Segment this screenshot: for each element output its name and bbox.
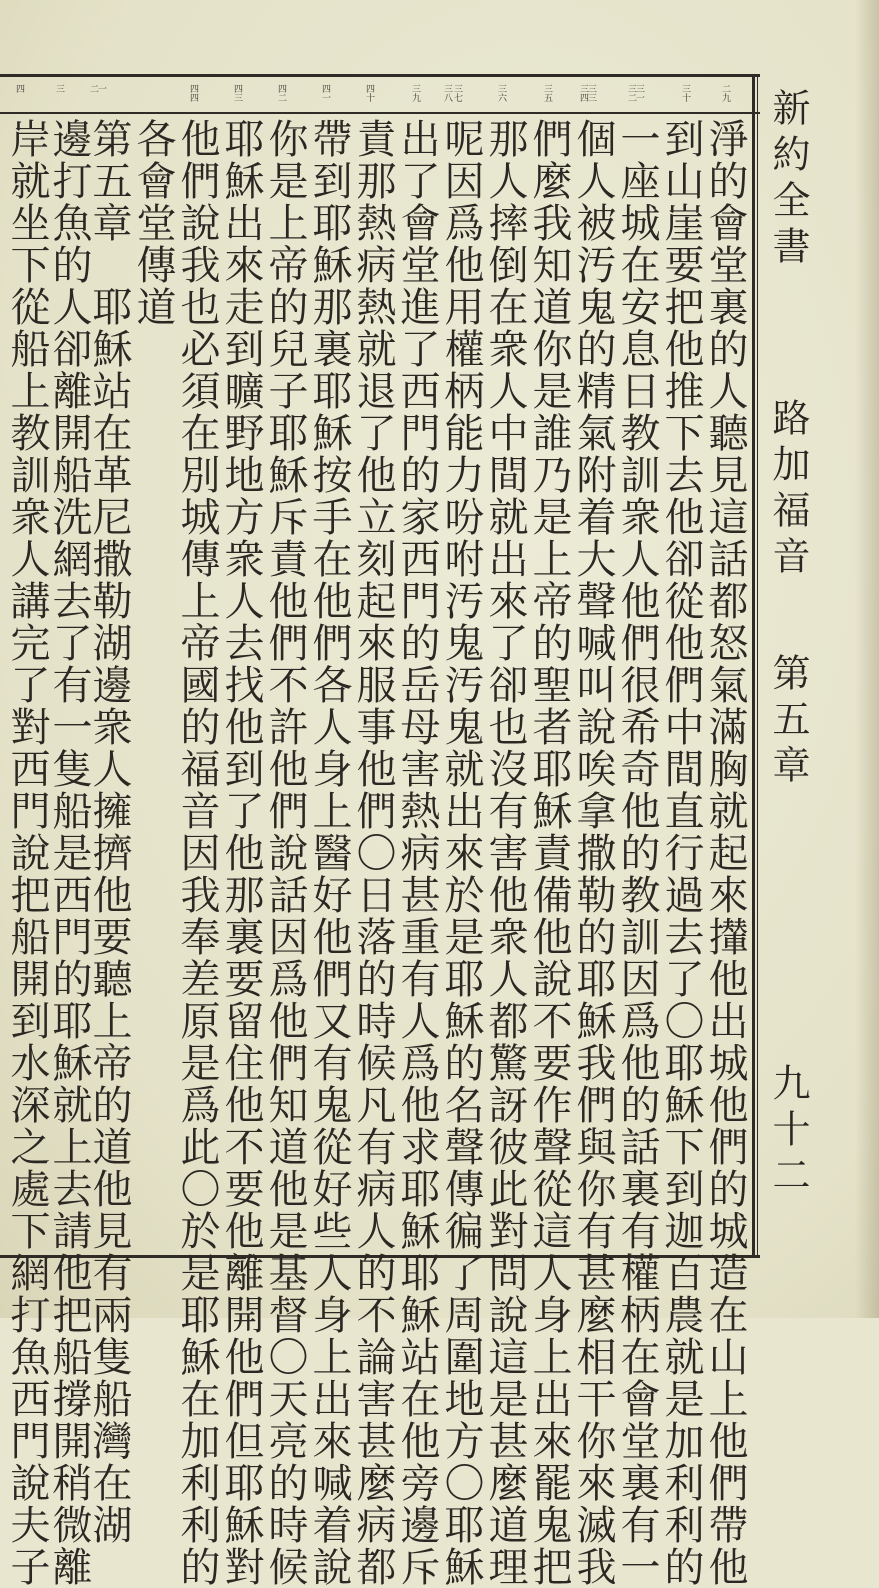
top-rule [0,74,760,77]
text-column: 那人摔倒在衆人中間就出來了卻也沒有害他衆人都驚訝彼此對問說這是甚麼道理 [482,118,528,1588]
verse-index: 四十 [364,84,374,102]
header-divider [752,74,755,1258]
text-column: 淨的會堂裏的人聽見這話都怒氣滿胸就起來攆他出城他們的城造在山上他們帶他 [702,118,748,1588]
verse-index: 四二 [276,84,286,102]
verse-index: 二九 [720,84,730,102]
text-column: 一座城在安息日教訓衆人他們很希奇他的教訓因爲他的話裏有權柄在會堂裏有一 [614,118,660,1588]
verse-index: 三五 [542,84,552,102]
verse-index: 四三 [232,84,242,102]
verse-index: 三三 [586,84,596,102]
verse-index: 四 [14,84,24,93]
text-column: 你是上帝的兒子耶穌斥責他們不許他們說話因爲他們知道他是基督〇天亮的時候 [262,118,308,1588]
gospel-name: 路加福音 [766,398,810,582]
text-column: 邊打魚的人卻離開船洗網去了有一隻船是西門的耶穌就上去請他把船撐開稍微離 [46,118,92,1588]
verse-index: 三六 [496,84,506,102]
verse-index: 二 [88,84,98,93]
verse-index: 三一 [634,84,644,102]
text-column: 們麼我知道你是誰乃是上帝的聖者耶穌責備他說不要作聲從這人身上出來罷鬼把 [526,118,572,1588]
page-number: 九十二 [766,1063,810,1201]
verse-index: 三四 [578,84,588,102]
index-rule [0,112,760,114]
verse-index: 三十 [680,84,690,102]
verse-index: 三八 [442,84,452,102]
text-column: 帶到耶穌那裏耶穌按手在他們各人身上醫好他們又有鬼從好些人身上出來喊着說 [306,118,352,1588]
text-column: 耶穌出來走到曠野地方衆人去找他到了他那裏要留住他不要他離開他們但耶穌對 [218,118,264,1588]
verse-index: 一 [96,84,106,93]
text-column: 責那熱病熱就退了他立刻起來服事他們〇日落的時候凡有病人的不論害甚麼病都 [350,118,396,1588]
chapter-heading: 第五章 [766,653,810,791]
header-divider-inner [757,74,758,1258]
page-edge-shadow [855,0,879,1318]
chapter-five-start-column: 第五章 耶穌站在革尼撒勒湖邊衆人擁擠他要聽上帝的道他見有兩隻船灣在湖 [86,118,132,1546]
verse-index: 三 [54,84,64,93]
verse-index: 三二 [626,84,636,102]
verse-index: 三七 [452,84,462,102]
text-column: 出了會堂進了西門的家西門的岳母害熱病甚重有人爲他求耶穌耶穌站在他旁邊斥 [394,118,440,1588]
text-column: 他們說我也必須在別城傳上帝國的福音因我奉差原是爲此〇於是耶穌在加利利的 [174,118,220,1588]
running-header [762,88,812,1238]
text-column: 到山崖要把他推下去他卻從他們中間直行過去了〇耶穌下到迦百農就是加利利的 [658,118,704,1588]
verse-index: 三九 [410,84,420,102]
text-column: 個人被汚鬼的精氣附着大聲喊叫說唉拿撒勒的耶穌我們與你有甚麼相干你來滅我 [570,118,616,1588]
book-title: 新約全書 [766,88,810,272]
verse-index-strip [0,80,760,112]
verse-index: 四四 [188,84,198,102]
text-column: 各會堂傳道 [130,118,176,328]
text-column: 呢因爲他用權柄能力吩咐汚鬼汚鬼就出來於是耶穌的名聲傳徧了周圍地方〇耶穌 [438,118,484,1588]
verse-index: 四一 [320,84,330,102]
text-column: 岸就坐下從船上教訓衆人講完了對西門說把船開到水深之處下網打魚西門說夫子 [4,118,50,1588]
